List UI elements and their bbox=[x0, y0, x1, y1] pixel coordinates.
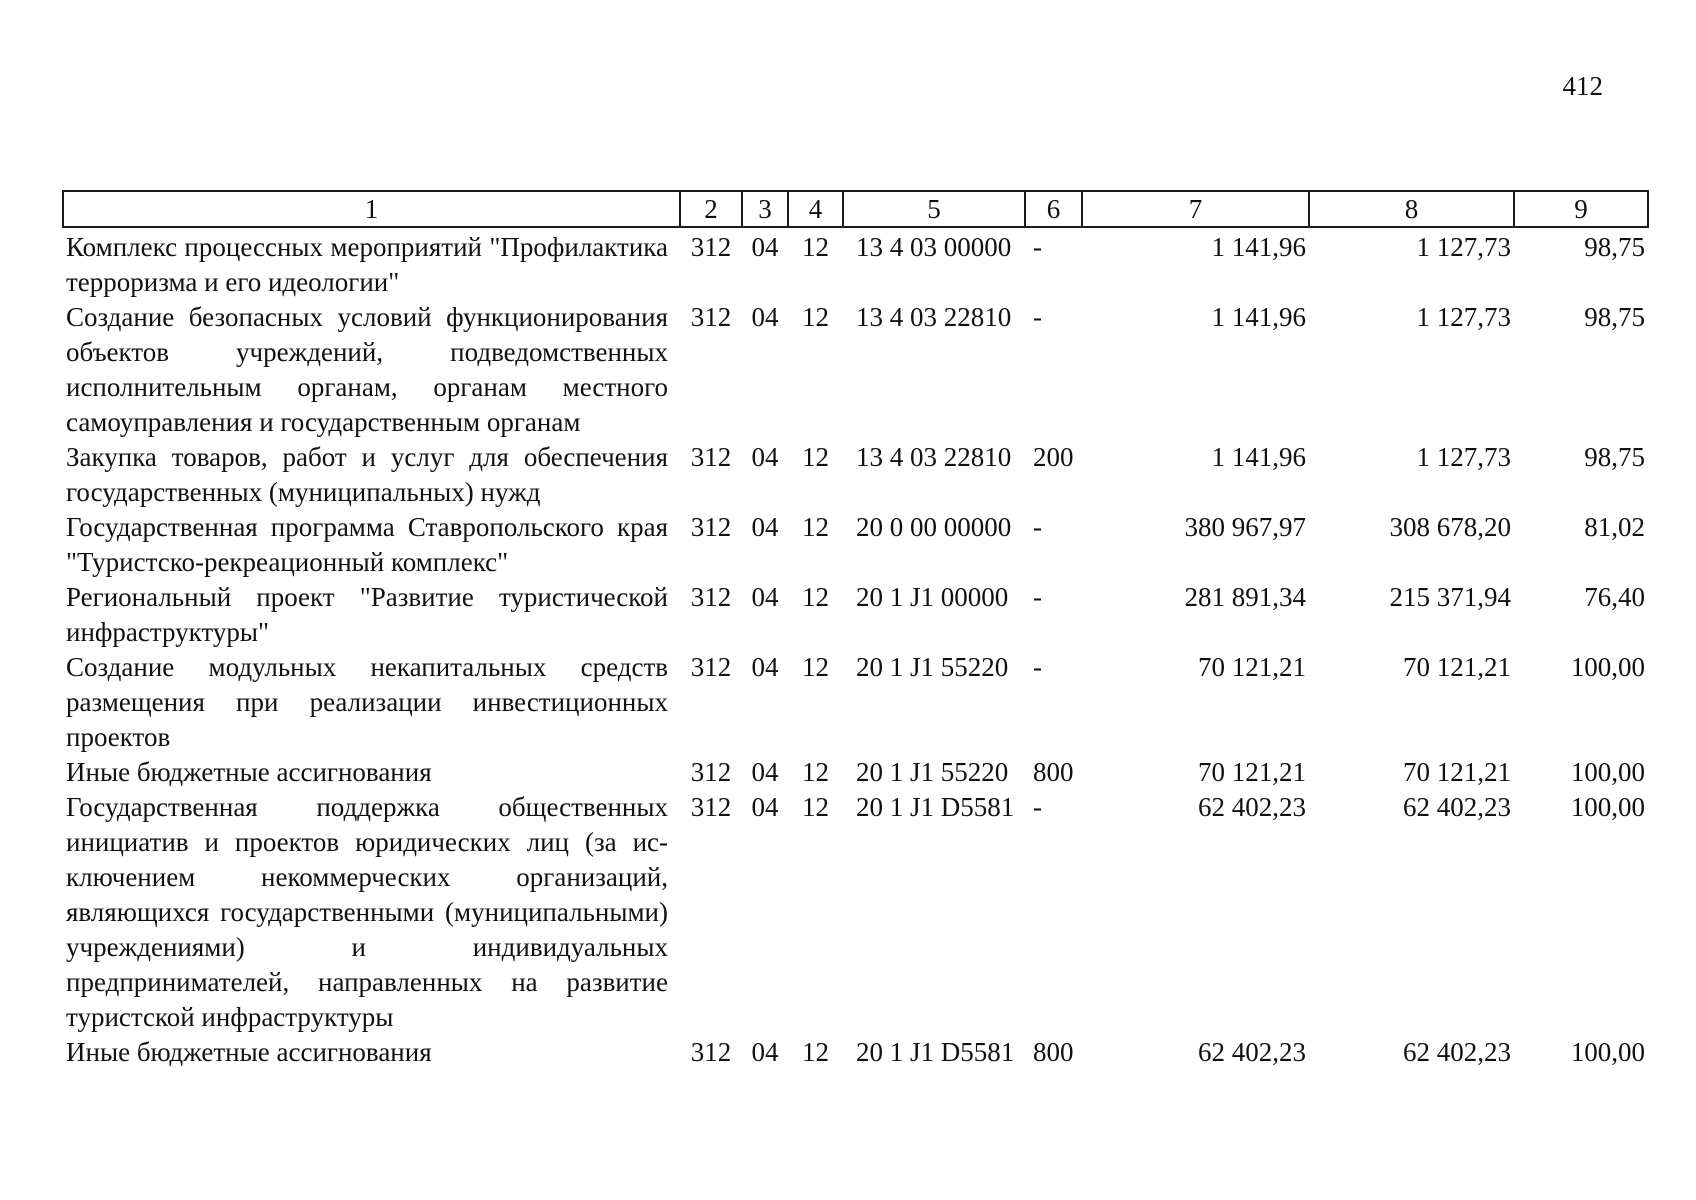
table-row bbox=[63, 440, 1648, 510]
header-cell-1: 1 bbox=[63, 191, 680, 227]
row-col-6: - bbox=[1033, 792, 1042, 822]
page-number: 412 bbox=[1562, 71, 1603, 101]
row-col-4: 12 bbox=[802, 792, 829, 822]
header-cell-7: 7 bbox=[1082, 191, 1309, 227]
row-col-3: 04 bbox=[751, 792, 779, 822]
row-col-3: 04 bbox=[751, 652, 779, 682]
row-name: Создание модульных некапитальных средств размещения при реализации инвестиционных проектов bbox=[66, 652, 668, 752]
row-col-6: 200 bbox=[1033, 442, 1074, 472]
table-row bbox=[63, 650, 1648, 755]
row-col-5: 20 1 J1 D5581 bbox=[856, 1037, 1015, 1067]
row-col-2: 312 bbox=[690, 512, 732, 542]
row-col-9: 100,00 bbox=[1570, 1037, 1645, 1067]
row-col-4: 12 bbox=[802, 232, 829, 262]
table-header bbox=[63, 191, 1648, 227]
row-col-9: 98,75 bbox=[1584, 302, 1645, 332]
header-cell-4: 4 bbox=[788, 191, 843, 227]
row-col-8: 1 127,73 bbox=[1416, 302, 1511, 332]
row-col-8: 70 121,21 bbox=[1403, 757, 1511, 787]
row-col-4: 12 bbox=[802, 302, 829, 332]
table-row bbox=[63, 790, 1648, 1035]
row-col-9: 100,00 bbox=[1570, 792, 1645, 822]
row-col-8: 1 127,73 bbox=[1416, 442, 1511, 472]
row-col-6: - bbox=[1033, 232, 1042, 262]
row-col-3: 04 bbox=[751, 232, 779, 262]
row-col-9: 98,75 bbox=[1584, 442, 1645, 472]
row-col-2: 312 bbox=[690, 302, 732, 332]
row-col-9: 100,00 bbox=[1570, 757, 1645, 787]
header-cell-6: 6 bbox=[1025, 191, 1082, 227]
row-col-8: 1 127,73 bbox=[1416, 232, 1511, 262]
row-col-7: 1 141,96 bbox=[1211, 442, 1306, 472]
row-col-7: 380 967,97 bbox=[1184, 512, 1306, 542]
row-col-2: 312 bbox=[690, 792, 732, 822]
row-col-3: 04 bbox=[751, 442, 779, 472]
row-col-8: 215 371,94 bbox=[1389, 582, 1511, 612]
row-col-2: 312 bbox=[690, 1037, 732, 1067]
row-name: Региональный проект "Развитие туристической инфраструктуры" bbox=[66, 582, 668, 647]
header-row bbox=[63, 191, 1648, 227]
header-cell-3: 3 bbox=[742, 191, 788, 227]
row-col-4: 12 bbox=[802, 582, 829, 612]
row-col-3: 04 bbox=[751, 1037, 779, 1067]
row-col-6: 800 bbox=[1033, 757, 1074, 787]
header-cell-9: 9 bbox=[1514, 191, 1648, 227]
row-col-2: 312 bbox=[690, 442, 732, 472]
row-name: Иные бюджетные ассигнования bbox=[66, 1037, 432, 1067]
row-col-8: 62 402,23 bbox=[1403, 1037, 1511, 1067]
row-col-2: 312 bbox=[690, 232, 732, 262]
row-col-3: 04 bbox=[751, 757, 779, 787]
row-col-5: 13 4 03 22810 bbox=[856, 442, 1012, 472]
row-col-7: 62 402,23 bbox=[1198, 1037, 1306, 1067]
row-col-7: 281 891,34 bbox=[1184, 582, 1306, 612]
row-col-7: 1 141,96 bbox=[1211, 232, 1306, 262]
row-col-9: 76,40 bbox=[1584, 582, 1645, 612]
row-col-6: - bbox=[1033, 582, 1042, 612]
row-col-4: 12 bbox=[802, 1037, 829, 1067]
row-name: Комплекс процессных мероприятий "Профилактика терроризма и его идеологии" bbox=[66, 232, 668, 297]
row-col-4: 12 bbox=[802, 512, 829, 542]
table-body bbox=[63, 227, 1648, 1070]
row-col-4: 12 bbox=[802, 652, 829, 682]
header-cell-5: 5 bbox=[843, 191, 1025, 227]
row-col-4: 12 bbox=[802, 757, 829, 787]
table-row bbox=[63, 580, 1648, 650]
row-col-8: 62 402,23 bbox=[1403, 792, 1511, 822]
table-row bbox=[63, 755, 1648, 790]
row-col-3: 04 bbox=[751, 512, 779, 542]
table-row bbox=[63, 1035, 1648, 1070]
row-name: Иные бюджетные ассигнования bbox=[66, 757, 432, 787]
header-cell-2: 2 bbox=[680, 191, 742, 227]
row-col-5: 20 1 J1 00000 bbox=[856, 582, 1009, 612]
row-name: Государственная поддержка общественных инициатив и проектов юридических лиц (за исключением некоммерческих организаций, являющихся государственными (муниципальными) учреждениями) и индивидуальных предпринимателей, направленных на развитие туристской инфраструктуры bbox=[66, 792, 668, 1032]
row-col-5: 20 1 J1 D5581 bbox=[856, 792, 1015, 822]
row-col-5: 20 0 00 00000 bbox=[856, 512, 1012, 542]
row-name: Государственная программа Ставропольского края "Туристско-рекреационный комплекс" bbox=[66, 512, 668, 577]
row-col-6: - bbox=[1033, 302, 1042, 332]
row-col-2: 312 bbox=[690, 582, 732, 612]
row-col-7: 70 121,21 bbox=[1198, 652, 1306, 682]
row-col-5: 20 1 J1 55220 bbox=[856, 652, 1009, 682]
row-col-7: 70 121,21 bbox=[1198, 757, 1306, 787]
row-col-5: 13 4 03 00000 bbox=[856, 232, 1012, 262]
row-col-2: 312 bbox=[690, 652, 732, 682]
row-col-6: - bbox=[1033, 652, 1042, 682]
budget-table bbox=[62, 190, 1649, 1070]
row-col-9: 100,00 bbox=[1570, 652, 1645, 682]
row-col-7: 1 141,96 bbox=[1211, 302, 1306, 332]
row-name: Закупка товаров, работ и услуг для обеспечения государственных (муниципальных) нужд bbox=[66, 442, 668, 507]
row-name: Создание безопасных условий функционирования объектов учреждений, подведомственных исполнительным органам, органам местного самоуправления и государственным органам bbox=[66, 302, 668, 437]
row-col-2: 312 bbox=[690, 757, 732, 787]
row-col-3: 04 bbox=[751, 582, 779, 612]
row-col-6: 800 bbox=[1033, 1037, 1074, 1067]
table-row bbox=[63, 227, 1648, 300]
row-col-9: 98,75 bbox=[1584, 232, 1645, 262]
budget-table-container bbox=[62, 190, 1647, 1070]
row-col-7: 62 402,23 bbox=[1198, 792, 1306, 822]
row-col-9: 81,02 bbox=[1584, 512, 1645, 542]
row-col-5: 20 1 J1 55220 bbox=[856, 757, 1009, 787]
row-col-8: 70 121,21 bbox=[1403, 652, 1511, 682]
row-col-3: 04 bbox=[751, 302, 779, 332]
header-cell-8: 8 bbox=[1309, 191, 1514, 227]
row-col-8: 308 678,20 bbox=[1389, 512, 1511, 542]
row-col-4: 12 bbox=[802, 442, 829, 472]
table-row bbox=[63, 510, 1648, 580]
table-row bbox=[63, 300, 1648, 440]
row-col-5: 13 4 03 22810 bbox=[856, 302, 1012, 332]
row-col-6: - bbox=[1033, 512, 1042, 542]
